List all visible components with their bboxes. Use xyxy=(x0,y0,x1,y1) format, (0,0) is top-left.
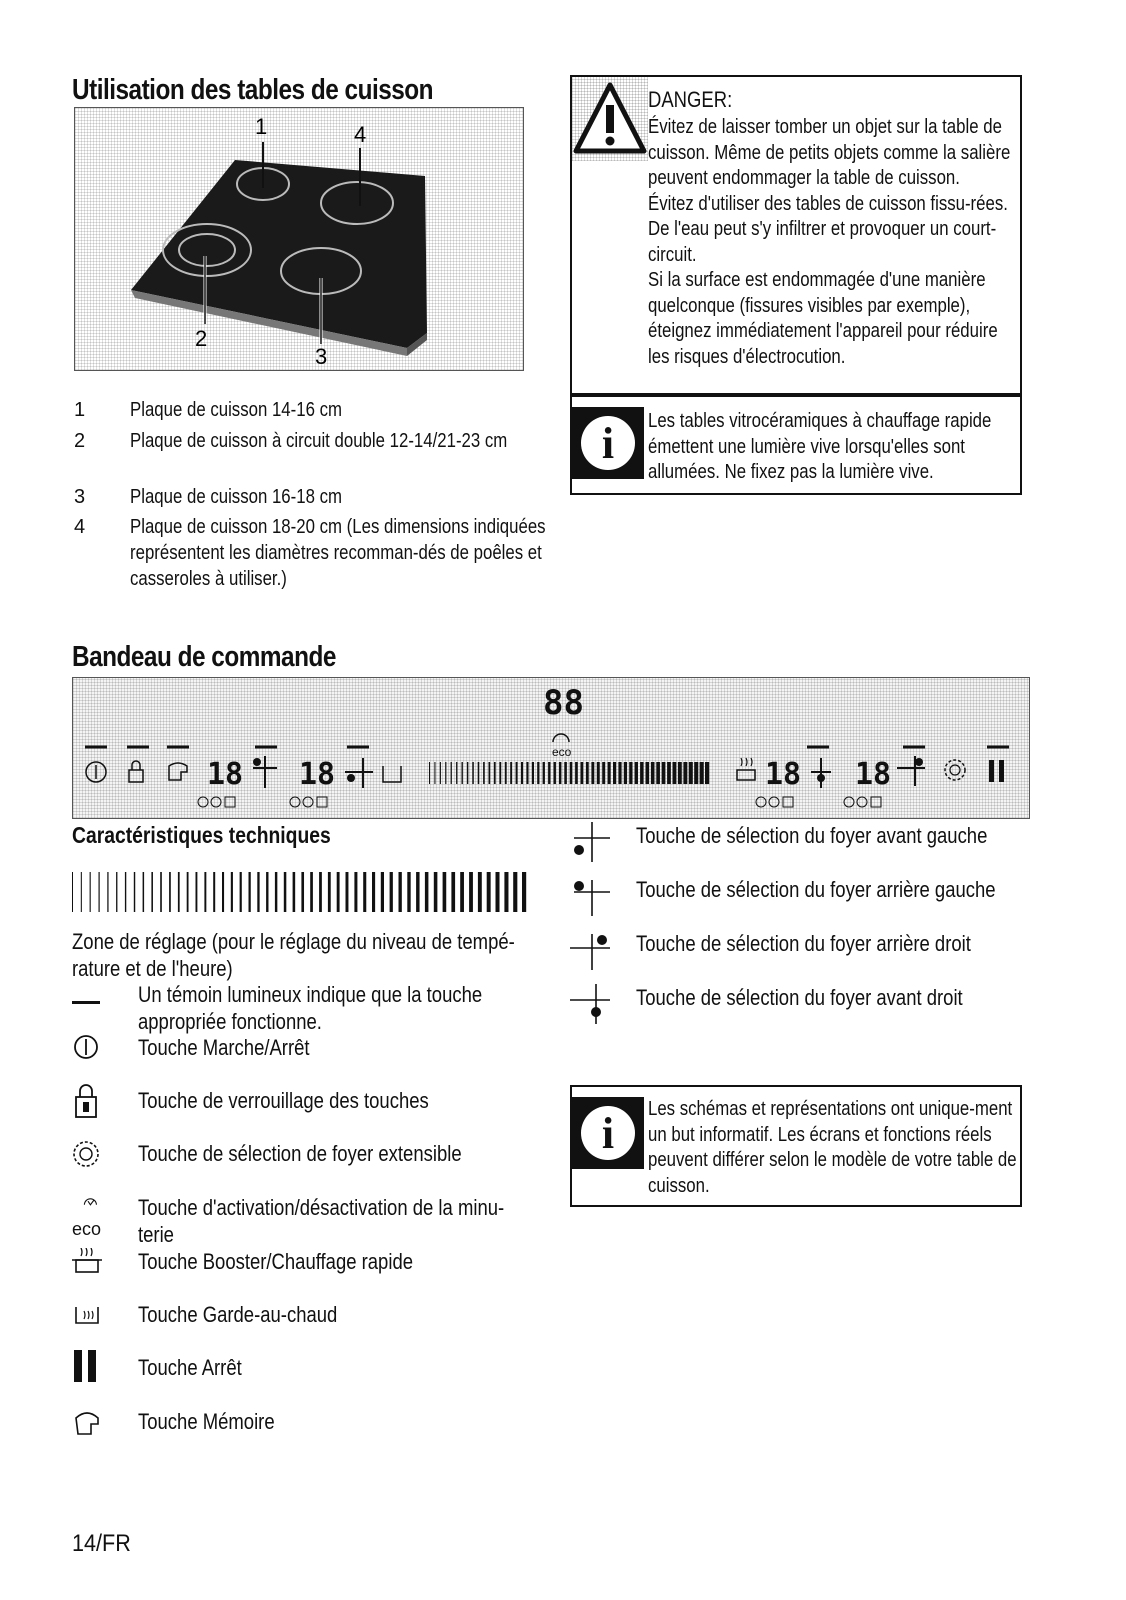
keep-warm-icon xyxy=(72,1301,122,1341)
specs-title: Caractéristiques techniques xyxy=(72,822,331,848)
warning-triangle-icon xyxy=(572,77,648,161)
slider-tick xyxy=(489,762,491,784)
slider-tick xyxy=(363,872,366,912)
slider-tick xyxy=(240,872,242,912)
spec-item-label: Touche Garde-au-chaud xyxy=(138,1302,338,1327)
slider-tick xyxy=(700,762,704,784)
slider-tick xyxy=(266,872,268,912)
slider-tick xyxy=(678,762,682,784)
slider-tick xyxy=(564,762,567,784)
zone-display-3: 18 xyxy=(765,757,802,792)
slider-tick xyxy=(416,872,419,912)
extended-zone-icon xyxy=(72,1140,122,1180)
info-text-schemas: Les schémas et représentations ont unique-ment un but informatif. Les écrans et fonctions réels peuvent différer selon le modèle de votre table de cuisson. xyxy=(648,1098,1017,1197)
spec-item-label: Touche Marche/Arrêt xyxy=(138,1035,310,1060)
legend-text: Plaque de cuisson 14-16 cm xyxy=(130,399,342,421)
slider-tick xyxy=(460,872,464,912)
slider-tick xyxy=(575,762,578,784)
legend-number: 3 xyxy=(74,486,86,508)
rear-left-icon xyxy=(566,876,616,918)
danger-heading: DANGER: xyxy=(648,87,733,112)
slider-tick xyxy=(526,762,528,784)
slider-tick xyxy=(705,762,709,784)
slider-tick xyxy=(81,872,82,912)
slider-tick xyxy=(99,872,100,912)
callout-4: 4 xyxy=(354,122,367,147)
slider-tick xyxy=(513,872,517,912)
slider-tick xyxy=(319,872,322,912)
slider-tick xyxy=(328,872,331,912)
slider-tick xyxy=(602,762,605,784)
slider-tick xyxy=(213,872,215,912)
slider-tick xyxy=(160,872,162,912)
zone-display-1: 18 xyxy=(207,757,244,792)
slider-tick xyxy=(456,762,457,784)
callout-2: 2 xyxy=(195,326,208,351)
selector-label: Touche de sélection du foyer avant droit xyxy=(636,985,963,1010)
slider-tick xyxy=(429,762,430,784)
slider-tick xyxy=(646,762,650,784)
slider-tick xyxy=(640,762,643,784)
selector-label: Touche de sélection du foyer arrière gauche xyxy=(636,877,996,902)
booster-icon xyxy=(72,1248,122,1288)
spec-item-label: Touche Booster/Chauffage rapide xyxy=(138,1249,414,1274)
indicator-bar-icon xyxy=(72,981,122,1021)
slider-tick xyxy=(532,762,534,784)
slider-scale xyxy=(429,762,709,784)
slider-tick xyxy=(656,762,660,784)
slider-tick xyxy=(125,872,126,912)
slider-tick xyxy=(151,872,153,912)
slider-tick xyxy=(651,762,655,784)
info-box-schemas xyxy=(570,1085,1022,1207)
memory-icon xyxy=(72,1408,122,1448)
slider-tick xyxy=(570,762,573,784)
selector-label: Touche de sélection du foyer arrière droit xyxy=(636,931,971,956)
slider-tick xyxy=(581,762,584,784)
page-number: 14/FR xyxy=(72,1530,131,1557)
slider-tick xyxy=(451,872,455,912)
callout-1: 1 xyxy=(255,114,268,139)
slider-tick xyxy=(301,872,304,912)
section-title-cooktop: Utilisation des tables de cuisson xyxy=(72,74,434,106)
danger-paragraph-1: Évitez de laisser tomber un objet sur la table de cuisson. Même de petits objets comme la salière peuvent endommager la table de cuisson. xyxy=(648,116,1011,189)
slider-tick xyxy=(629,762,632,784)
slider-tick xyxy=(504,872,508,912)
slider-tick xyxy=(483,762,485,784)
spec-item-label: Touche Mémoire xyxy=(138,1409,275,1434)
slider-tick xyxy=(510,762,512,784)
slider-tick xyxy=(597,762,600,784)
slider-tick xyxy=(472,762,474,784)
slider-tick xyxy=(425,872,429,912)
slider-tick xyxy=(169,872,171,912)
slider-tick xyxy=(548,762,550,784)
slider-tick xyxy=(249,872,251,912)
slider-tick xyxy=(469,872,473,912)
slider-tick xyxy=(407,872,410,912)
spec-item-label: Un témoin lumineux indique que la touche appropriée fonctionne. xyxy=(138,982,483,1034)
slider-tick xyxy=(543,762,545,784)
eco-label: eco xyxy=(72,1219,102,1239)
timer-eco-icon xyxy=(72,1194,122,1218)
slider-tick xyxy=(521,762,523,784)
slider-tick xyxy=(683,762,687,784)
slider-tick xyxy=(293,872,296,912)
control-panel-drawing xyxy=(73,678,1029,818)
slider-tick xyxy=(673,762,677,784)
legend-text: Plaque de cuisson à circuit double 12-14/21-23 cm xyxy=(130,430,508,452)
slider-tick xyxy=(445,762,446,784)
front-left-icon xyxy=(566,822,616,864)
panel-eco-label: eco xyxy=(552,745,572,759)
slider-tick xyxy=(257,872,259,912)
selector-label: Touche de sélection du foyer avant gauche xyxy=(636,823,988,848)
slider-tick xyxy=(440,762,441,784)
slider-tick xyxy=(635,762,638,784)
info-icon: i xyxy=(572,407,644,479)
callout-3: 3 xyxy=(315,344,328,369)
timer-display: 88 xyxy=(543,683,584,723)
stop-icon xyxy=(72,1348,122,1388)
warning-icon-area xyxy=(572,77,648,161)
info-text-light: Les tables vitrocéramiques à chauffage rapide émettent une lumière vive lorsqu'elles sont allumées. Ne fixez pas la lumière vive. xyxy=(648,410,992,483)
slider-tick xyxy=(337,872,340,912)
slider-tick xyxy=(222,872,224,912)
slider-tick xyxy=(443,872,447,912)
info-icon: i xyxy=(572,1097,644,1169)
slider-tick xyxy=(107,872,108,912)
slider-tick xyxy=(516,762,518,784)
legend-number: 4 xyxy=(74,516,86,538)
slider-tick xyxy=(143,872,145,912)
legend-text: Plaque de cuisson 16-18 cm xyxy=(130,486,342,508)
slider-tick xyxy=(372,872,375,912)
slider-tick xyxy=(116,872,117,912)
slider-tick xyxy=(559,762,562,784)
info-box-light xyxy=(570,395,1022,495)
danger-paragraph-3: Si la surface est endommagée d'une manière quelconque (fissures visibles par exemple), éteignez immédiatement l'appareil pour réduire les risques d'électrocution. xyxy=(648,269,998,368)
slider-tick xyxy=(72,872,73,912)
zone-display-2: 18 xyxy=(299,757,336,792)
slider-tick xyxy=(354,872,357,912)
slider-tick xyxy=(462,762,463,784)
slider-tick xyxy=(667,762,671,784)
cooktop-illustration xyxy=(74,107,524,371)
slider-tick xyxy=(499,762,501,784)
slider-tick xyxy=(496,872,500,912)
slider-bar-icon xyxy=(72,870,532,914)
slider-tick xyxy=(694,762,698,784)
slider-tick xyxy=(662,762,666,784)
slider-tick xyxy=(554,762,556,784)
slider-tick xyxy=(522,872,526,912)
control-panel-illustration xyxy=(72,677,1030,819)
slider-tick xyxy=(187,872,189,912)
slider-tick xyxy=(494,762,496,784)
slider-tick xyxy=(284,872,287,912)
slider-tick xyxy=(390,872,393,912)
slider-tick xyxy=(399,872,402,912)
slider-tick xyxy=(613,762,616,784)
zone-display-4: 18 xyxy=(855,757,892,792)
slider-tick xyxy=(624,762,627,784)
slider-tick xyxy=(689,762,693,784)
section-title-panel: Bandeau de commande xyxy=(72,641,336,673)
slider-tick xyxy=(196,872,198,912)
slider-tick xyxy=(591,762,594,784)
legend-number: 1 xyxy=(74,399,86,421)
slider-tick xyxy=(275,872,277,912)
legend-number: 2 xyxy=(74,430,86,452)
front-right-icon xyxy=(566,984,616,1026)
slider-tick xyxy=(434,762,435,784)
slider-tick xyxy=(90,872,91,912)
slider-tick xyxy=(346,872,349,912)
slider-description: Zone de réglage (pour le réglage du niveau de tempé-rature et de l'heure) xyxy=(72,929,515,981)
slider-tick xyxy=(178,872,180,912)
slider-tick xyxy=(586,762,589,784)
slider-tick xyxy=(381,872,384,912)
slider-tick xyxy=(478,872,482,912)
spec-item-label: Touche de verrouillage des touches xyxy=(138,1088,429,1113)
power-icon xyxy=(72,1034,122,1074)
cooktop-drawing xyxy=(75,108,523,370)
danger-box xyxy=(570,75,1022,395)
slider-tick xyxy=(134,872,135,912)
slider-tick xyxy=(487,872,491,912)
slider-tick xyxy=(451,762,452,784)
danger-paragraph-2: Évitez d'utiliser des tables de cuisson fissu-rées. De l'eau peut s'y infiltrer et provoquer un court-circuit. xyxy=(648,192,1008,266)
spec-item-label: Touche de sélection de foyer extensible xyxy=(138,1141,462,1166)
rear-right-icon xyxy=(566,930,616,972)
slider-tick xyxy=(618,762,621,784)
slider-tick xyxy=(608,762,611,784)
slider-tick xyxy=(310,872,313,912)
slider-tick xyxy=(467,762,468,784)
slider-tick xyxy=(537,762,539,784)
slider-tick xyxy=(231,872,233,912)
spec-item-label: Touche d'activation/désactivation de la minu-terie xyxy=(138,1195,505,1247)
slider-tick xyxy=(505,762,507,784)
lock-icon xyxy=(72,1081,122,1121)
slider-tick xyxy=(478,762,480,784)
spec-item-label: Touche Arrêt xyxy=(138,1355,242,1380)
slider-tick xyxy=(434,872,438,912)
slider-tick xyxy=(204,872,206,912)
legend-text: Plaque de cuisson 18-20 cm (Les dimensions indiquées représentent les diamètres recomman-dés de poêles et casseroles à utiliser.) xyxy=(130,516,546,590)
